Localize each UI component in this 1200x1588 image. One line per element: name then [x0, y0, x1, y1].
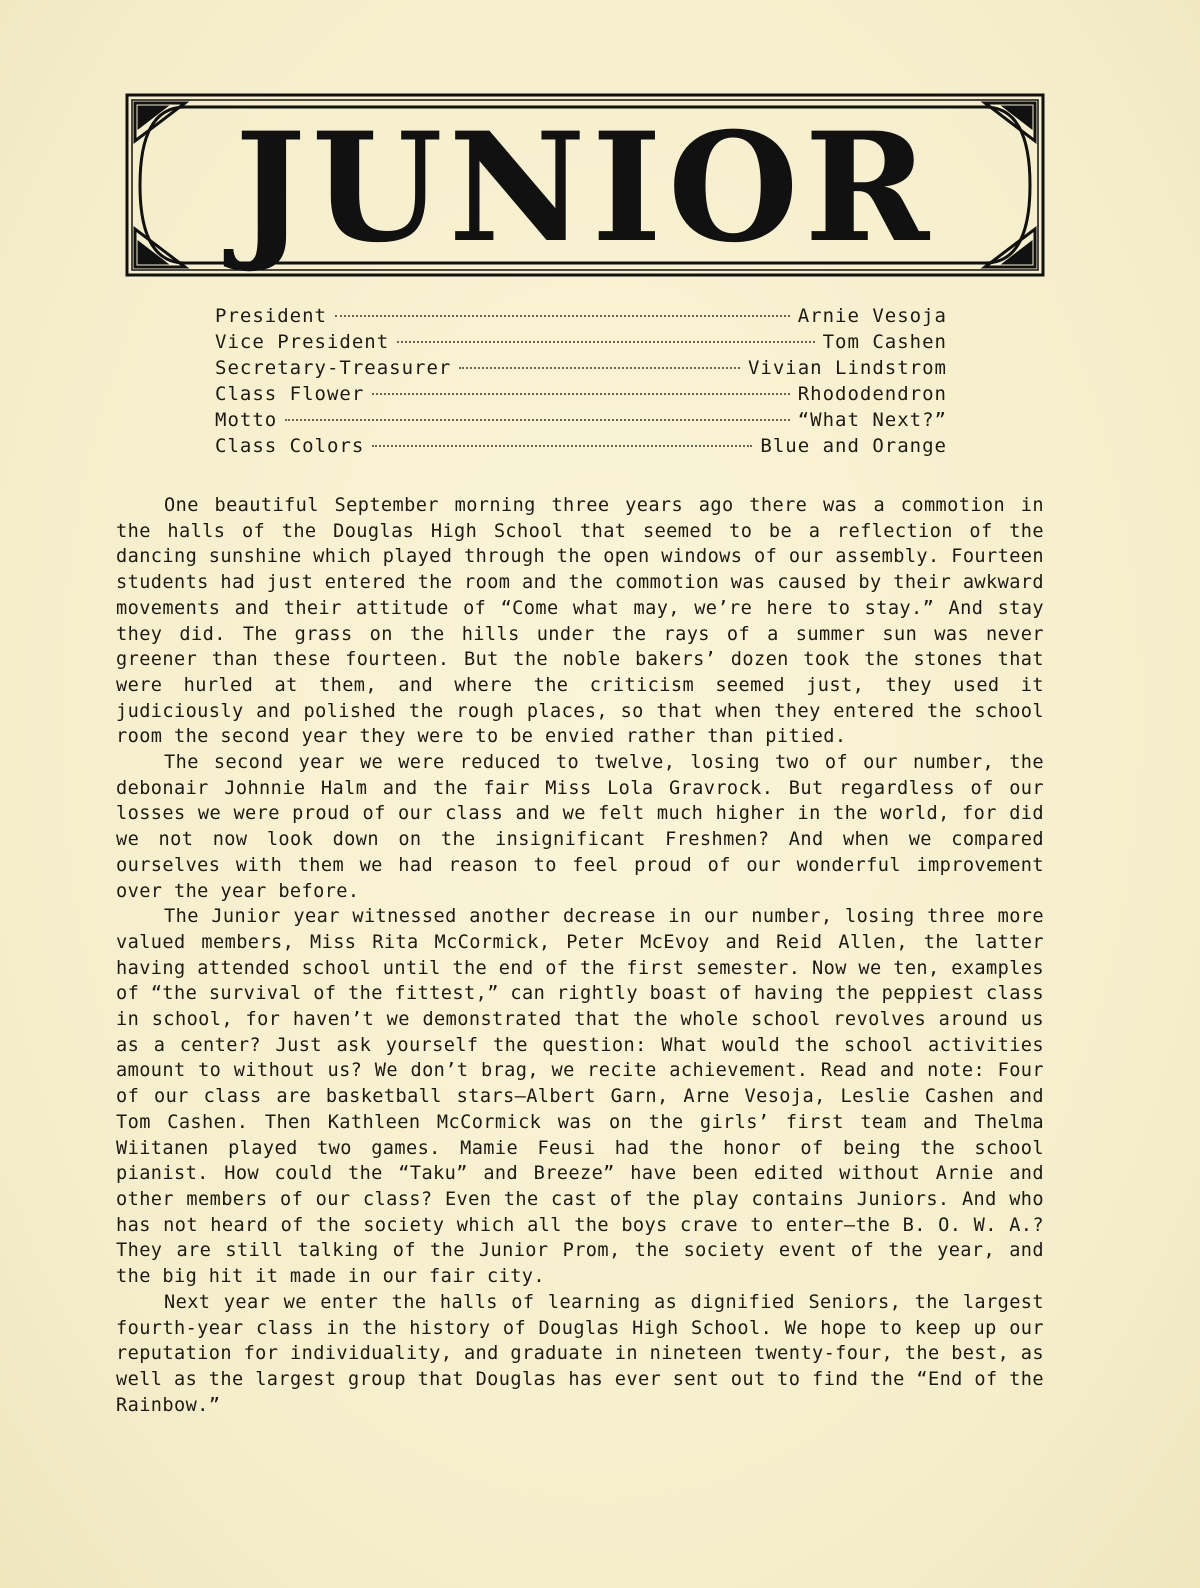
- officer-row-class-colors: [215, 433, 947, 459]
- leader-dots: [335, 315, 790, 317]
- officer-label: President: [215, 305, 327, 327]
- class-officers-list: [215, 303, 947, 459]
- officer-label: Class Colors: [215, 435, 365, 457]
- paragraph: Next year we enter the halls of learning as dignified Seniors, the largest fourth-year class in the history of Douglas High School. We hope to keep up our reputation for individuality, and graduate in nineteen twenty-four, the best, as well as the largest group that Douglas has ever sent out to find the “End of the Rainbow.”: [116, 1291, 1044, 1416]
- officer-label: Secretary-Treasurer: [215, 357, 452, 379]
- leader-dots: [285, 419, 790, 421]
- page-title: JUNIOR: [234, 100, 936, 276]
- officer-value: Rhododendron: [797, 383, 947, 405]
- officer-label: Motto: [215, 409, 278, 431]
- officer-value: “What Next?”: [797, 409, 947, 431]
- leader-dots: [372, 393, 789, 395]
- class-history-text: [116, 493, 1044, 1418]
- paragraph: The second year we were reduced to twelve, losing two of our number, the debonair Johnnie Halm and the fair Miss Lola Gravrock. But regardless of our losses we were proud of our class and we felt much higher in the world, for did we not now look down on the insignificant Freshmen? And when we compared ourselves with them we had reason to feel proud of our wonderful improvement over the year before.: [116, 752, 1044, 902]
- officer-value: Blue and Orange: [760, 435, 947, 457]
- officer-value: Vivian Lindstrom: [747, 357, 947, 379]
- leader-dots: [397, 341, 814, 343]
- leader-dots: [372, 445, 752, 447]
- officer-label: Vice President: [215, 331, 390, 353]
- officer-row-president: [215, 303, 947, 329]
- officer-label: Class Flower: [215, 383, 365, 405]
- officer-row-vice-president: [215, 329, 947, 355]
- leader-dots: [459, 367, 740, 369]
- officer-value: Tom Cashen: [822, 331, 947, 353]
- officer-value: Arnie Vesoja: [797, 305, 947, 327]
- paragraph: One beautiful September morning three years ago there was a commotion in the halls of the Douglas High School that seemed to be a reflection of the dancing sunshine which played through the open windows of our assembly. Fourteen students had just entered the room and the commotion was caused by their awkward movements and their attitude of “Come what may, we’re here to stay.” And stay they did. The grass on the hills under the rays of a summer sun was never greener than these fourteen. But the noble bakers’ dozen took the stones that were hurled at them, and where the criticism seemed just, they used it judiciously and polished the rough places, so that when they entered the school room the second year they were to be envied rather than pitied.: [116, 495, 1044, 748]
- officer-row-class-flower: [215, 381, 947, 407]
- officer-row-motto: [215, 407, 947, 433]
- officer-row-secretary-treasurer: [215, 355, 947, 381]
- paragraph: The Junior year witnessed another decrease in our number, losing three more valued members, Miss Rita McCormick, Peter McEvoy and Reid Allen, the latter having attended school until the end of the first semester. Now we ten, examples of “the survival of the fittest,” can rightly boast of having the peppiest class in school, for haven’t we demonstrated that the whole school revolves around us as a center? Just ask yourself the question: What would the school activities amount to without us? We don’t brag, we recite achievement. Read and note: Four of our class are basketball stars—Albert Garn, Arne Vesoja, Leslie Cashen and Tom Cashen. Then Kathleen McCormick was on the girls’ first team and Thelma Wiitanen played two games. Mamie Feusi had the honor of being the school pianist. How could the “Taku” and Breeze” have been edited without Arnie and other members of our class? Even the cast of the play contains Juniors. And who has not heard of the society which all the boys crave to enter—the B. O. W. A.? They are still talking of the Junior Prom, the society event of the year, and the big hit it made in our fair city.: [116, 906, 1044, 1288]
- title-banner: [125, 93, 1045, 277]
